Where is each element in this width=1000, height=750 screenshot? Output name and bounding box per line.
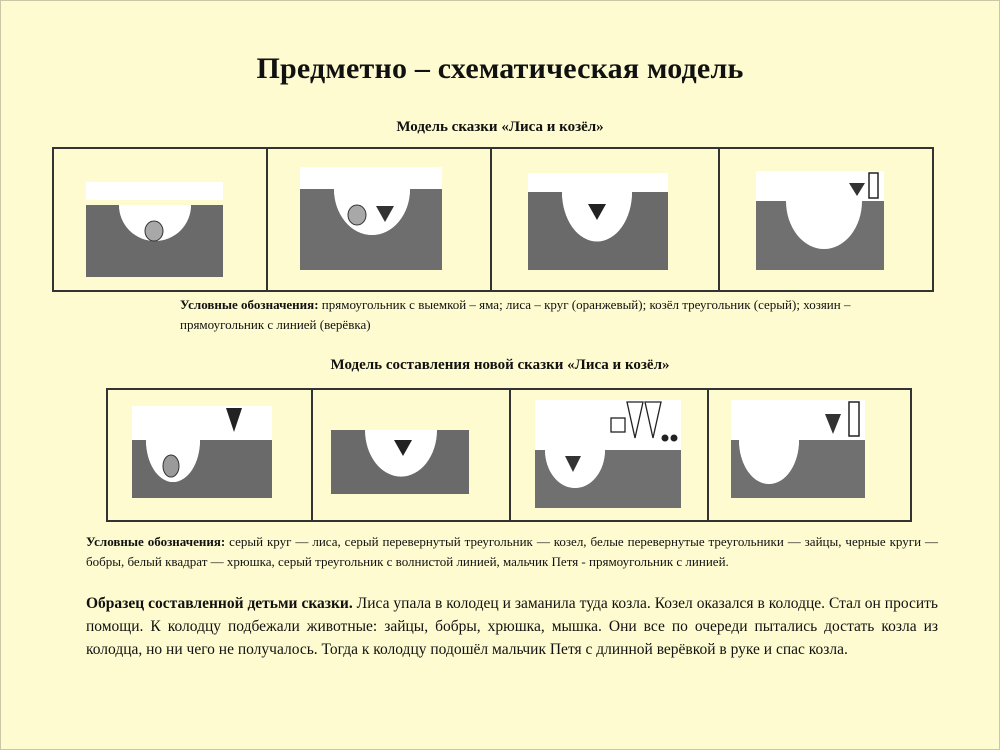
- model2-legend: [86, 532, 938, 572]
- legend-text: серый круг — лиса, серый перевернутый треугольник — козел, белые перевернутые треугольники — зайцы, черные круги — бобры, белый квадрат — хрюшка, серый треугольник с волнистой линией, мальчик Петя - прямоугольник с линией.: [86, 534, 938, 569]
- legend-label: Условные обозначения:: [180, 297, 319, 312]
- sample-text: Лиса упала в колодец и заманила туда козла. Козел оказался в колодце. Стал он просить помощи. К колодцу подбежали животные: зайцы, бобры, хрюшка, мышка. Они все по очереди пытались достать козла из колодца, но ни чего не получалось. Тогда к колодцу подошёл мальчик Петя с длинной верёвкой в руке и спас козла.: [86, 595, 938, 658]
- model2-panel-2: [313, 390, 511, 520]
- sample-story: [86, 592, 938, 661]
- model1-panels: [52, 147, 934, 292]
- model1-panel-3: [492, 149, 720, 290]
- model1-caption: Модель сказки «Лиса и козёл»: [396, 119, 604, 135]
- model2-panel-4: [709, 390, 910, 520]
- model1-panel-2: [268, 149, 492, 290]
- page-title: Предметно – схематическая модель: [256, 52, 744, 85]
- model2-caption: Модель составления новой сказки «Лиса и козёл»: [330, 357, 670, 373]
- model1-legend: [180, 295, 880, 335]
- legend-label: Условные обозначения:: [86, 534, 226, 549]
- model2-panel-1: [108, 390, 313, 520]
- sample-label: Образец составленной детьми сказки.: [86, 595, 353, 612]
- model2-panels: [106, 388, 912, 522]
- model1-panel-4: [720, 149, 932, 290]
- legend-text: прямоугольник с выемкой – яма; лиса – круг (оранжевый); козёл треугольник (серый); хозяин – прямоугольник с линией (верёвка): [180, 297, 851, 332]
- model1-panel-1: [54, 149, 268, 290]
- model2-panel-3: [511, 390, 709, 520]
